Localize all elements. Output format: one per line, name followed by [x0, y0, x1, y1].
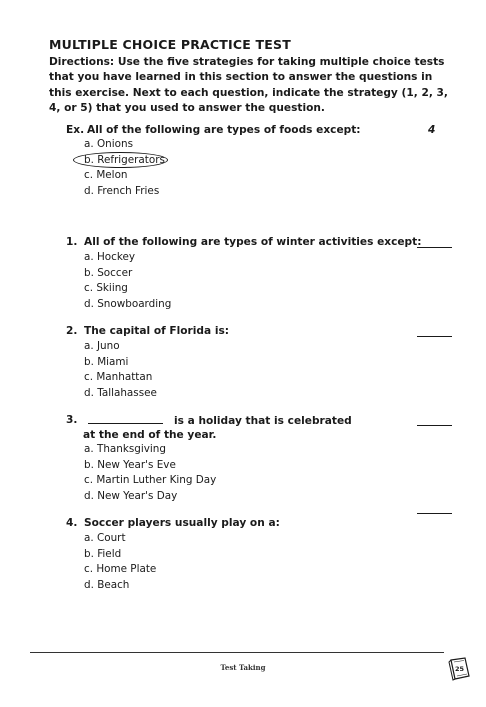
question-4-answer-blank[interactable] — [417, 513, 452, 514]
directions-text: Directions: Use the five strategies for taking multiple choice tests that you have learned in this section to answer the questions in this exercise. Next to each question, indicate the strategy (1, 2, 3, 4, or 5) that you used to answer the question. — [49, 56, 448, 114]
question-2-option-a: a. Juno — [84, 340, 120, 352]
question-4-option-b: b. Field — [84, 547, 122, 560]
question-3-answer-blank[interactable] — [417, 425, 452, 426]
question-2-option-b: b. Miami — [84, 355, 129, 368]
question-1-option-a: a. Hockey — [84, 251, 136, 263]
question-3-option-a: a. Thanksgiving — [84, 443, 166, 455]
question-4-option-a: a. Court — [84, 532, 126, 544]
question-3-text: is a holiday that is celebrated — [174, 415, 352, 427]
question-3-number: 3. — [66, 414, 78, 426]
question-2-number: 2. — [66, 325, 78, 337]
question-2-answer-blank[interactable] — [417, 336, 452, 337]
example-option-b-label: b. Refrigerators — [84, 153, 165, 166]
question-1-option-d: d. Snowboarding — [84, 297, 172, 310]
question-2-option-d: d. Tallahassee — [84, 386, 157, 399]
example-option-c: c. Melon — [84, 169, 128, 181]
example-options — [84, 137, 165, 199]
example-question-text: All of the following are types of foods except: — [87, 124, 361, 136]
example-option-d: d. French Fries — [84, 184, 160, 197]
example-option-a: a. Onions — [84, 138, 133, 150]
question-2-text: The capital of Florida is: — [84, 325, 229, 337]
question-4-option-c: c. Home Plate — [84, 563, 157, 575]
question-2 — [66, 324, 456, 399]
question-1-text: All of the following are types of winter activities except: — [84, 236, 422, 248]
question-3-fill-blank[interactable] — [88, 413, 163, 424]
question-1-number: 1. — [66, 236, 78, 248]
question-3-option-b: b. New Year's Eve — [84, 458, 176, 471]
page-number: 25 — [455, 665, 465, 673]
question-4 — [66, 516, 456, 591]
question-3 — [66, 413, 456, 502]
answer-circle — [73, 152, 168, 168]
question-1-options — [84, 250, 171, 312]
question-1-option-b: b. Soccer — [84, 266, 133, 279]
question-4-option-d: d. Beach — [84, 578, 130, 591]
example-answer: 4 — [428, 124, 436, 136]
question-1-option-c: c. Skiing — [84, 282, 128, 294]
example-question — [66, 123, 456, 197]
question-4-number: 4. — [66, 517, 78, 529]
question-3-option-c: c. Martin Luther King Day — [84, 474, 217, 486]
footer-divider — [30, 652, 444, 653]
question-2-options — [84, 339, 157, 401]
question-1-answer-blank[interactable] — [417, 247, 452, 248]
question-3-option-d: d. New Year's Day — [84, 489, 178, 502]
example-option-b — [84, 153, 165, 169]
question-4-text: Soccer players usually play on a: — [84, 517, 280, 529]
question-3-text-line2: at the end of the year. — [83, 429, 217, 441]
page-title: MULTIPLE CHOICE PRACTICE TEST — [49, 37, 291, 52]
question-3-options — [84, 442, 216, 504]
footer-title: Test Taking — [220, 663, 266, 672]
question-1 — [66, 235, 456, 310]
example-label: Ex. — [66, 124, 85, 136]
question-2-option-c: c. Manhattan — [84, 371, 153, 383]
question-4-options — [84, 531, 156, 593]
